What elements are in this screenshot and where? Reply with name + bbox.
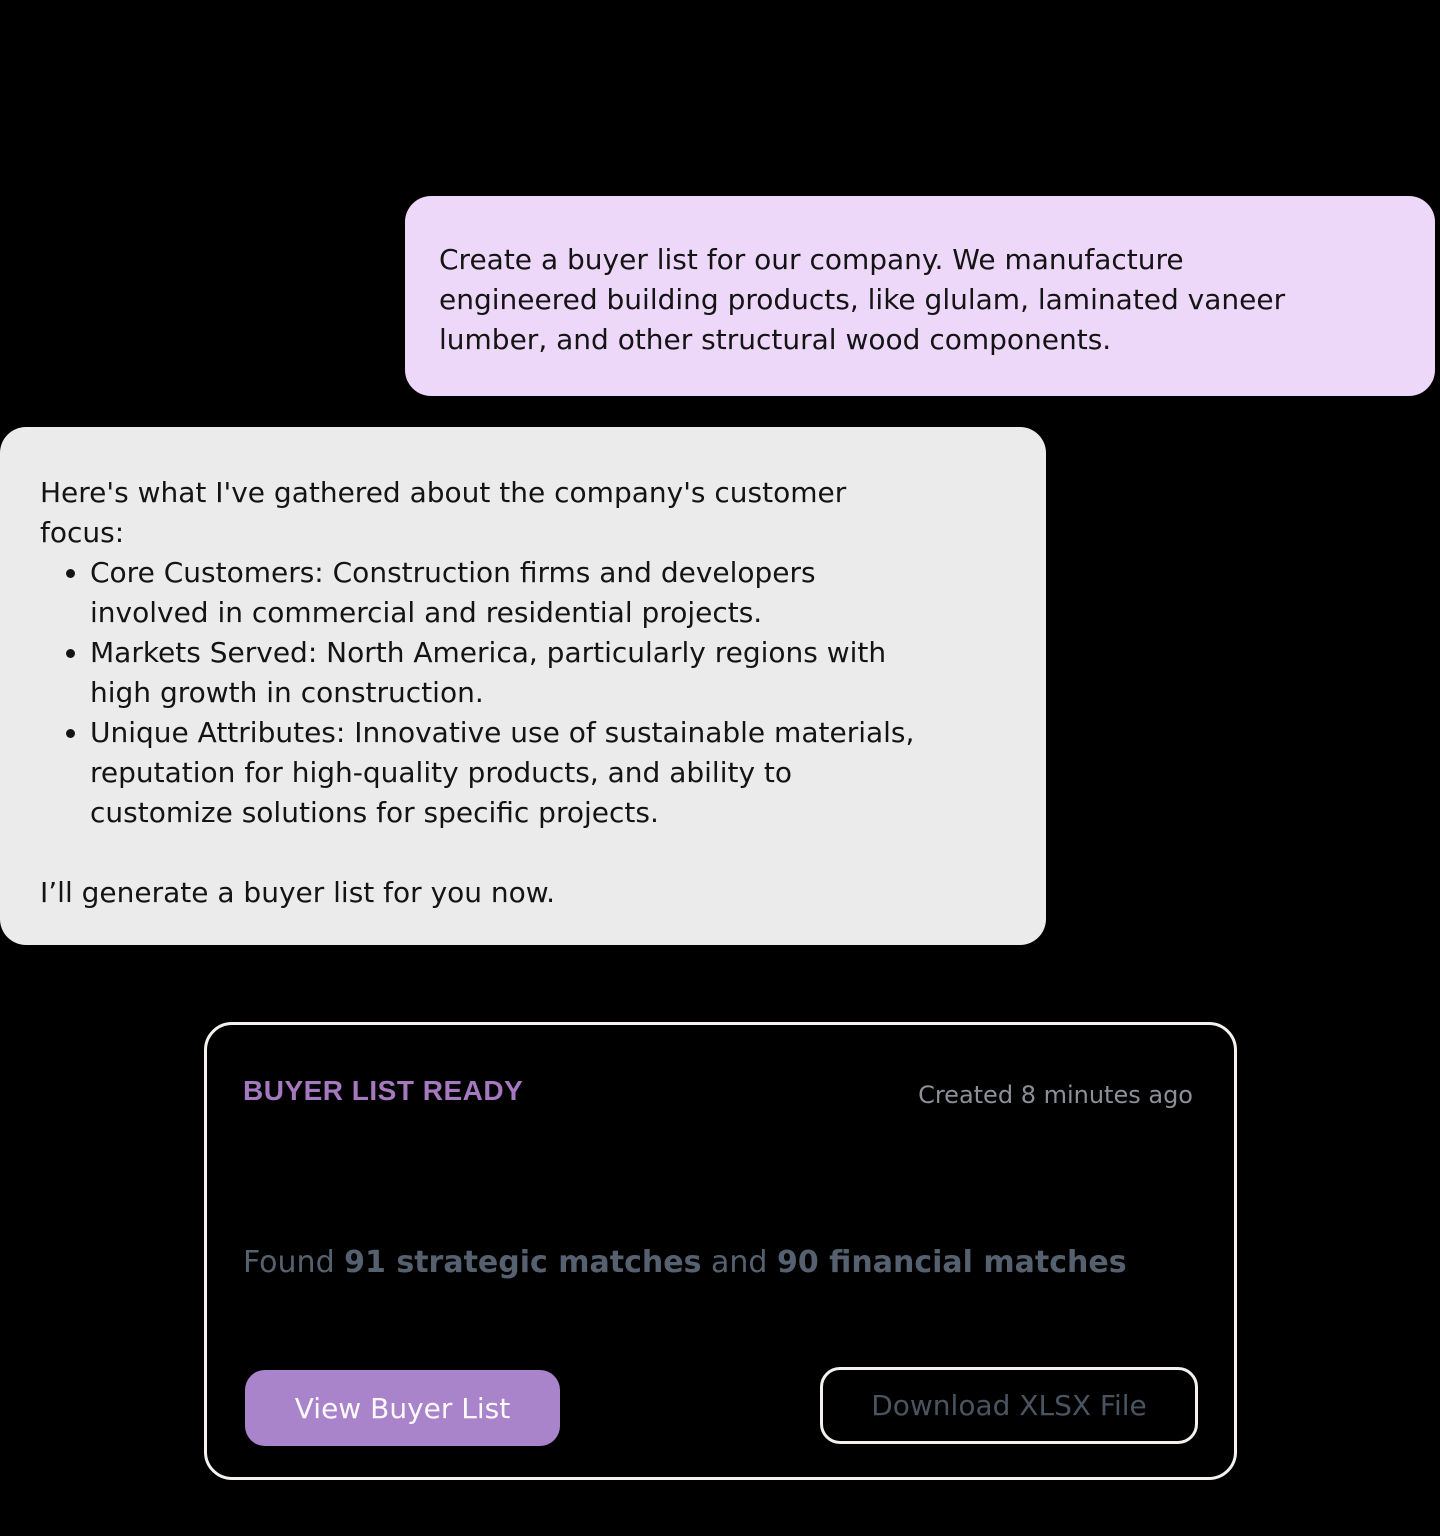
user-message-bubble: [405, 196, 1435, 396]
list-item-unique-attributes: [90, 713, 1006, 833]
bullet-line: • Core Customers: Construction firms and developers: [90, 556, 816, 589]
list-item-markets-served: [90, 633, 1006, 713]
list-item-core-customers: [90, 553, 1006, 633]
assistant-intro-line: Here's what I've gathered about the company's customer: [40, 476, 847, 509]
view-buyer-list-button[interactable]: View Buyer List: [245, 1370, 560, 1446]
user-message-line: Create a buyer list for our company. We manufacture: [439, 243, 1184, 276]
strategic-matches-count: 91 strategic matches: [344, 1245, 702, 1280]
user-message-line: lumber, and other structural wood components.: [439, 323, 1112, 356]
buyer-list-card: [204, 1022, 1237, 1480]
download-xlsx-button[interactable]: Download XLSX File: [820, 1367, 1198, 1444]
bullet-line: reputation for high-quality products, and ability to: [90, 756, 793, 789]
bullet-line: customize solutions for specific projects.: [90, 796, 659, 829]
bullet-line: high growth in construction.: [90, 676, 484, 709]
bullet-line: involved in commercial and residential projects.: [90, 596, 763, 629]
assistant-message-bubble: [0, 427, 1046, 945]
bullet-line: • Unique Attributes: Innovative use of sustainable materials,: [90, 716, 915, 749]
assistant-outro-line: I’ll generate a buyer list for you now.: [40, 876, 556, 909]
summary-prefix: Found: [243, 1245, 345, 1280]
user-message-line: engineered building products, like glulam, laminated vaneer: [439, 283, 1286, 316]
assistant-intro-line: focus:: [40, 516, 125, 549]
card-timestamp: Created 8 minutes ago: [918, 1081, 1193, 1109]
match-summary: [243, 1245, 1127, 1280]
bullet-line: • Markets Served: North America, particularly regions with: [90, 636, 887, 669]
card-title: BUYER LIST READY: [243, 1075, 524, 1106]
customer-focus-list: [40, 553, 1006, 833]
summary-connector: and: [701, 1245, 777, 1280]
financial-matches-count: 90 financial matches: [776, 1245, 1127, 1280]
